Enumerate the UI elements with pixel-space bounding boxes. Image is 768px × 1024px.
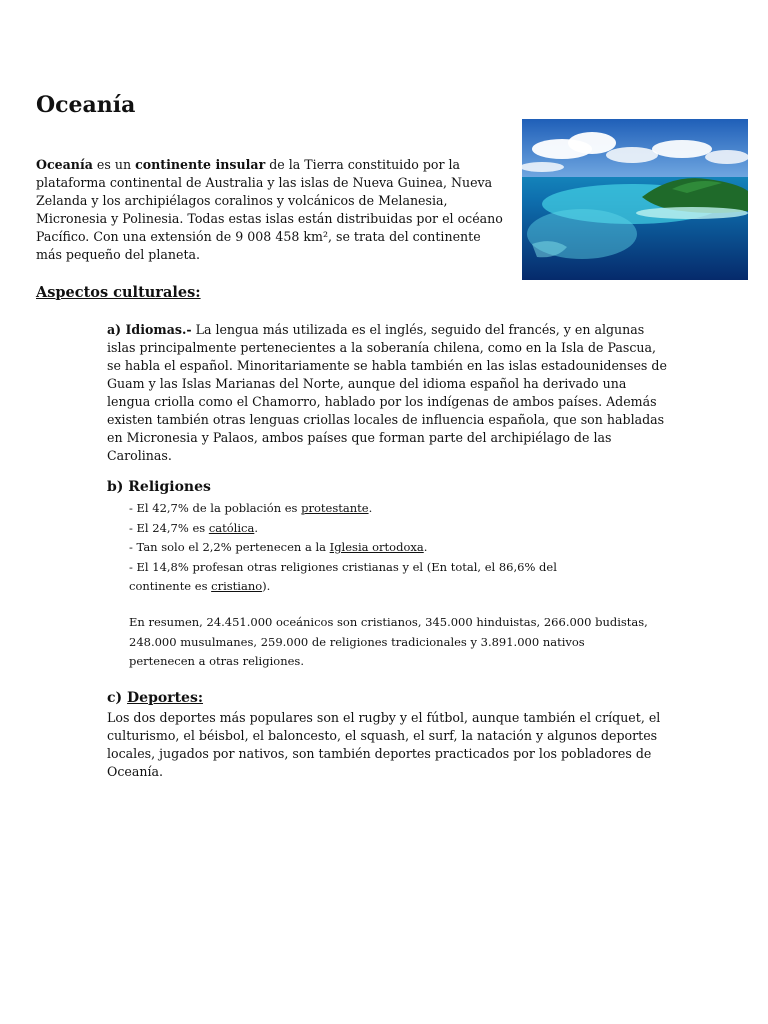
link-cristiano[interactable]: cristiano xyxy=(211,579,263,593)
link-iglesia-ortodoxa[interactable]: Iglesia ortodoxa xyxy=(329,540,424,554)
list-item: - El 42,7% de la población es protestante. xyxy=(129,501,373,515)
list-item: - El 24,7% es católica. xyxy=(129,520,258,535)
link-catolica[interactable]: católica xyxy=(208,520,255,535)
deportes-paragraph: Los dos deportes más populares son el rugby y el fútbol, aunque también el críquet, el culturismo, el béisbol, el baloncesto, el squash, el surf, la natación y algunos deportes locales, jugados por nativos, son también deportes practicados por los pobladores de Oceanía. xyxy=(107,710,661,779)
religiones-summary: En resumen, 24.451.000 oceánicos son cristianos, 345.000 hinduistas, 266.000 budistas, 248.000 musulmanes, 259.000 de religiones tradicionales y 3.891.000 nativos pertenecen a otras religiones. xyxy=(129,615,648,668)
list-item: - Tan solo el 2,2% pertenecen a la Iglesia ortodoxa. xyxy=(129,540,428,554)
religiones-heading: b) Religiones xyxy=(107,479,211,495)
intro-paragraph: Oceanía es un continente insular de la Tierra constituido por la plataforma continental de Australia y las islas de Nueva Guinea, Nueva Zelanda y los archipiélagos coralinos y volcánicos de Melanesia, Micronesia y Polinesia. Todas estas islas están distribuidas por el océano Pacífico. Con una extensión de 9 008 458 km², se trata del continente más pequeño del planeta. xyxy=(36,157,503,262)
deportes-heading: c) Deportes: xyxy=(107,690,204,706)
list-item: - El 14,8% profesan otras religiones cristianas y el (En total, el 86,6% del continente es cristiano). xyxy=(129,559,557,593)
intro-bold: continente insular xyxy=(135,157,266,172)
link-protestante[interactable]: protestante xyxy=(301,501,369,515)
idiomas-label: a) Idiomas.- xyxy=(107,322,192,337)
section-heading-aspectos: Aspectos culturales: xyxy=(36,284,201,301)
deportes-label[interactable]: Deportes: xyxy=(127,690,204,706)
intro-term: Oceanía xyxy=(36,157,93,172)
idiomas-paragraph: a) Idiomas.- La lengua más utilizada es el inglés, seguido del francés, y en algunas islas principalmente pertenecientes a la soberanía chilena, como en la Isla de Pascua, se habla el español. Minoritariamente se habla también en las islas estadounidenses de Guam y las Islas Marianas del Norte, aunque del idioma español ha derivado una lengua criolla como el Chamorro, hablado por los indígenas de ambos países. Además existen también otras lenguas criollas locales de influencia española, que son habladas en Micronesia y Palaos, ambos países que forman parte del archipiélago de las Carolinas. xyxy=(107,322,667,463)
religiones-list xyxy=(129,499,609,597)
island-photo xyxy=(522,119,748,280)
page-title: Oceanía xyxy=(36,92,136,118)
